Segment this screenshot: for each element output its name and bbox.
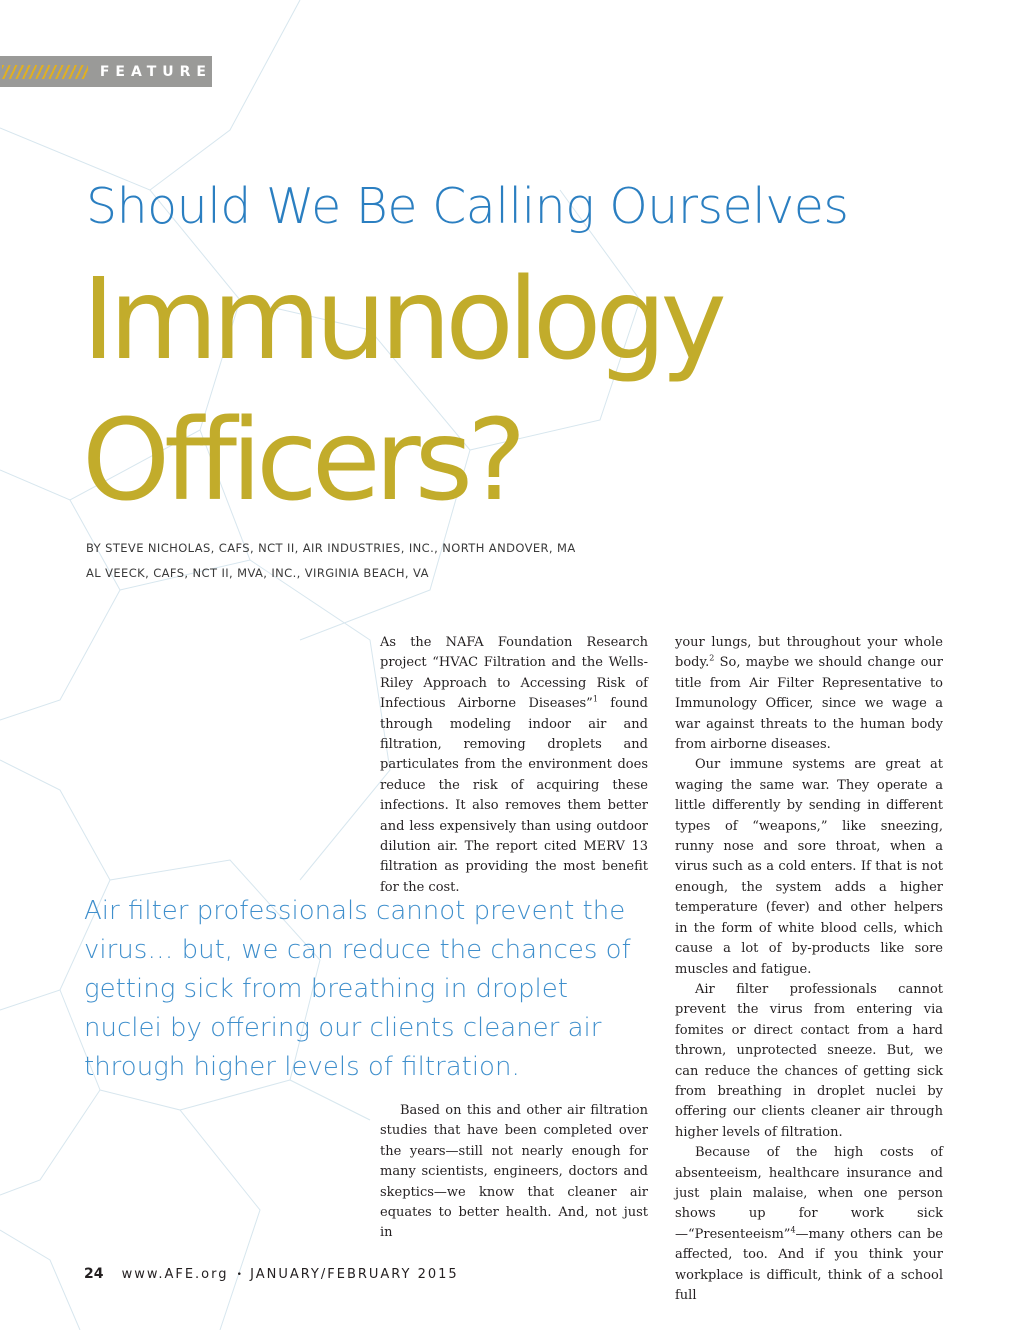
byline-author-1: BY STEVE NICHOLAS, CAFS, NCT II, AIR INDUSTRIES, INC., NORTH ANDOVER, MA — [86, 541, 576, 555]
stripe-decoration — [2, 65, 88, 79]
website-link[interactable]: www.AFE.org — [121, 1267, 229, 1282]
paragraph-3: your lungs, but throughout your whole body.$^2$ So, maybe we should change our title from Air Filter Representative to Immunology Officer, since we wage a war against threats to the human body from airborne diseases. — [675, 635, 943, 753]
pull-quote: Air filter professionals cannot prevent the virus… but, we can reduce the chances of getting sick from breathing in droplet nuclei by offering our clients cleaner air through higher levels of filtration. — [84, 896, 631, 1082]
section-label: FEATURE — [99, 63, 212, 80]
footer-separator: • — [236, 1269, 242, 1280]
paragraph-5: Air filter professionals cannot prevent the virus from entering via fomites or direct contact from a hard thrown, unprotected sneeze. But, we can reduce the chances of getting sick from breathing in droplet nuclei by offering our clients cleaner air through higher levels of filtration. — [675, 981, 943, 1140]
footnote-ref-4: 4 — [790, 1225, 796, 1235]
page-footer — [84, 1266, 459, 1282]
footnote-ref-1: 1 — [592, 694, 598, 704]
paragraph-1: As the NAFA Foundation Research project “HVAC Filtration and the Wells-Riley Approach to Accessing Risk of Infectious Airborne Diseases”$^1$ found through modeling indoor air and filtration, removing droplets and particulates from the environment does reduce the risk of acquiring these infections. It also removes them better and less expensively than using outdoor dilution air. The report cited MERV 13 filtration as providing the most benefit for the cost. — [380, 635, 648, 895]
title-line-2: Immunology — [82, 255, 721, 385]
body-column-2 — [675, 633, 943, 1306]
paragraph-2: Based on this and other air filtration studies that have been completed over the years—still not nearly enough for many scientists, engineers, doctors and skeptics—we know that cleaner air equates to better health. And, not just in — [380, 1103, 648, 1241]
paragraph-6: Because of the high costs of absenteeism, healthcare insurance and just plain malaise, when one person shows up for work sick—“Presenteeism”$^4$—many others can be affected, too. And if you think your workplace is difficult, think of a school full — [675, 1145, 943, 1303]
paragraph-4: Our immune systems are great at waging the same war. They operate a little differently by sending in different types of “weapons,” like sneezing, runny nose and sore throat, when a virus such as a cold enters. If that is not enough, the system adds a higher temperature (fever) and other helpers in the form of white blood cells, which cause a lot of by-products like sore muscles and fatigue. — [675, 757, 943, 977]
byline-author-2: AL VEECK, CAFS, NCT II, MVA, INC., VIRGINIA BEACH, VA — [86, 566, 429, 580]
title-line-1: Should We Be Calling Ourselves — [86, 178, 849, 235]
feature-tab — [0, 56, 212, 87]
body-column-1-top — [380, 633, 648, 898]
footnote-ref-2: 2 — [709, 654, 715, 664]
body-column-1-bottom — [380, 1101, 648, 1244]
page-number: 24 — [84, 1266, 104, 1282]
issue-date: JANUARY/FEBRUARY 2015 — [250, 1267, 459, 1282]
title-line-3: Officers? — [82, 396, 521, 526]
